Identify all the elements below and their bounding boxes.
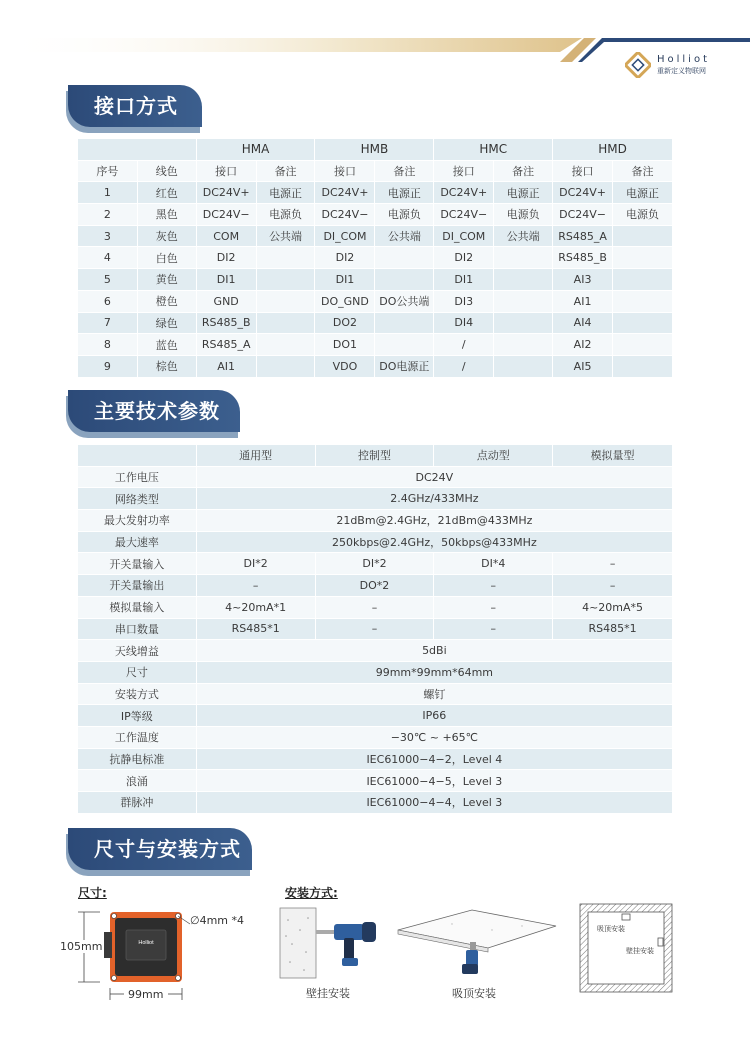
interface-cell (375, 312, 434, 334)
interface-cell: GND (196, 290, 256, 312)
ceiling-mount-caption: 吸顶安装 (452, 987, 496, 1000)
interface-cell (494, 290, 553, 312)
interface-table-row (78, 334, 673, 356)
interface-cell: RS485_A (196, 334, 256, 356)
diagram-ceiling-label: 吸顶安装 (597, 925, 625, 933)
interface-column-header-row (78, 160, 673, 182)
spec-table-row (78, 553, 673, 575)
interface-cell: 7 (78, 312, 138, 334)
spec-value: IEC61000−4−5，Level 3 (196, 770, 672, 792)
interface-cell: DC24V+ (315, 182, 375, 204)
interface-cell: RS485_B (196, 312, 256, 334)
interface-cell (256, 269, 315, 291)
brand-name: Holliot (656, 54, 710, 65)
ceiling-mount-illustration (392, 908, 562, 980)
interface-cell: DI4 (434, 312, 494, 334)
interface-cell: DO1 (315, 334, 375, 356)
spec-table-row (78, 770, 673, 792)
interface-column-header: 备注 (613, 160, 673, 182)
interface-table-row (78, 290, 673, 312)
spec-table (77, 444, 673, 814)
interface-cell (613, 355, 673, 377)
spec-table-row (78, 705, 673, 727)
interface-cell: RS485_A (553, 225, 613, 247)
spec-row-label: 最大发射功率 (78, 510, 197, 532)
interface-cell: 橙色 (137, 290, 196, 312)
interface-cell (256, 355, 315, 377)
interface-cell: DC24V− (196, 204, 256, 226)
interface-cell: COM (196, 225, 256, 247)
spec-value: – (553, 575, 673, 597)
interface-cell: 1 (78, 182, 138, 204)
interface-cell: DI2 (196, 247, 256, 269)
interface-cell: DI1 (196, 269, 256, 291)
spec-table-row (78, 683, 673, 705)
spec-value: RS485*1 (196, 618, 315, 640)
interface-column-header: 备注 (494, 160, 553, 182)
interface-cell: AI5 (553, 355, 613, 377)
interface-cell: 蓝色 (137, 334, 196, 356)
interface-cell: DO公共端 (375, 290, 434, 312)
interface-table-row (78, 355, 673, 377)
interface-cell (494, 269, 553, 291)
spec-table-row (78, 726, 673, 748)
spec-value: IEC61000−4−4，Level 3 (196, 792, 672, 814)
interface-cell: DC24V− (434, 204, 494, 226)
brand-tagline: 重新定义物联网 (656, 67, 706, 75)
spec-value: 4~20mA*5 (553, 596, 673, 618)
interface-cell: 电源正 (256, 182, 315, 204)
interface-cell: DI_COM (315, 225, 375, 247)
interface-cell: DC24V− (553, 204, 613, 226)
spec-column-header (78, 445, 197, 467)
interface-group-header-row (78, 139, 673, 161)
install-method-label: 安装方式: (285, 886, 338, 900)
spec-column-header: 通用型 (196, 445, 315, 467)
interface-cell: AI4 (553, 312, 613, 334)
interface-cell: 电源负 (375, 204, 434, 226)
brand-logo (625, 52, 710, 78)
spec-value: DI*2 (315, 553, 434, 575)
interface-cell: AI1 (196, 355, 256, 377)
interface-cell: 黄色 (137, 269, 196, 291)
spec-value: 21dBm@2.4GHz，21dBm@433MHz (196, 510, 672, 532)
interface-cell: DC24V+ (196, 182, 256, 204)
interface-cell (256, 290, 315, 312)
spec-value: – (434, 596, 553, 618)
spec-row-label: 工作电压 (78, 466, 197, 488)
spec-row-label: 串口数量 (78, 618, 197, 640)
spec-row-label: 浪涌 (78, 770, 197, 792)
interface-cell: 6 (78, 290, 138, 312)
interface-table-row (78, 247, 673, 269)
interface-column-header: 接口 (553, 160, 613, 182)
size-label: 尺寸: (78, 886, 107, 900)
spec-table-row (78, 661, 673, 683)
interface-cell: 3 (78, 225, 138, 247)
section-heading-specs: 主要技术参数 (66, 390, 238, 432)
spec-column-header: 模拟量型 (553, 445, 673, 467)
spec-value: DC24V (196, 466, 672, 488)
interface-cell (494, 247, 553, 269)
spec-header-row (78, 445, 673, 467)
interface-group-hma: HMA (196, 139, 315, 161)
interface-cell: 8 (78, 334, 138, 356)
hole-dimension: ∅4mm *4 (190, 914, 245, 927)
interface-column-header: 序号 (78, 160, 138, 182)
interface-cell (494, 312, 553, 334)
interface-column-header: 备注 (256, 160, 315, 182)
interface-cell: / (434, 334, 494, 356)
spec-value: – (434, 618, 553, 640)
interface-column-header: 接口 (434, 160, 494, 182)
spec-table-row (78, 510, 673, 532)
spec-table-row (78, 488, 673, 510)
interface-cell (613, 225, 673, 247)
spec-table-row (78, 792, 673, 814)
interface-table-row (78, 182, 673, 204)
interface-cell: 电源负 (494, 204, 553, 226)
interface-table-row (78, 269, 673, 291)
interface-cell (375, 269, 434, 291)
spec-table-row (78, 575, 673, 597)
spec-value: 螺钉 (196, 683, 672, 705)
wall-mount-illustration (278, 900, 388, 980)
spec-row-label: 天线增益 (78, 640, 197, 662)
spec-value: 2.4GHz/433MHz (196, 488, 672, 510)
spec-row-label: 抗静电标准 (78, 748, 197, 770)
spec-value: DI*2 (196, 553, 315, 575)
interface-cell: AI2 (553, 334, 613, 356)
height-dimension: 105mm (60, 940, 103, 953)
interface-cell (375, 334, 434, 356)
interface-cell: DI2 (434, 247, 494, 269)
interface-table (77, 138, 673, 378)
interface-cell: DI_COM (434, 225, 494, 247)
spec-table-row (78, 618, 673, 640)
interface-cell: RS485_B (553, 247, 613, 269)
spec-value: DI*4 (434, 553, 553, 575)
interface-cell: 9 (78, 355, 138, 377)
interface-cell: 白色 (137, 247, 196, 269)
interface-cell: 2 (78, 204, 138, 226)
spec-value: DO*2 (315, 575, 434, 597)
spec-row-label: 安装方式 (78, 683, 197, 705)
interface-column-header: 接口 (196, 160, 256, 182)
interface-column-header: 接口 (315, 160, 375, 182)
spec-table-row (78, 640, 673, 662)
spec-row-label: 最大速率 (78, 531, 197, 553)
interface-column-header: 备注 (375, 160, 434, 182)
interface-cell: 4 (78, 247, 138, 269)
interface-cell: 电源负 (613, 204, 673, 226)
interface-table-row (78, 204, 673, 226)
interface-cell: DI2 (315, 247, 375, 269)
interface-cell: DI1 (434, 269, 494, 291)
interface-cell: 电源正 (494, 182, 553, 204)
spec-row-label: 群脉冲 (78, 792, 197, 814)
spec-value: 250kbps@2.4GHz，50kbps@433MHz (196, 531, 672, 553)
spec-table-row (78, 531, 673, 553)
interface-cell (613, 334, 673, 356)
interface-cell: 棕色 (137, 355, 196, 377)
spec-value: – (315, 618, 434, 640)
spec-table-row (78, 596, 673, 618)
interface-cell: 公共端 (375, 225, 434, 247)
interface-cell: VDO (315, 355, 375, 377)
interface-cell (613, 290, 673, 312)
spec-row-label: 模拟量输入 (78, 596, 197, 618)
spec-value: 4~20mA*1 (196, 596, 315, 618)
spec-value: – (434, 575, 553, 597)
spec-value: RS485*1 (553, 618, 673, 640)
interface-cell (613, 312, 673, 334)
interface-cell: 灰色 (137, 225, 196, 247)
spec-value: – (196, 575, 315, 597)
wall-mount-caption: 壁挂安装 (306, 987, 350, 1000)
spec-row-label: 开关量输入 (78, 553, 197, 575)
interface-group-hmd: HMD (553, 139, 673, 161)
interface-cell: DI3 (434, 290, 494, 312)
spec-row-label: 工作温度 (78, 726, 197, 748)
interface-cell: 电源负 (256, 204, 315, 226)
spec-row-label: 网络类型 (78, 488, 197, 510)
device-brand-text: Holliot (138, 940, 154, 946)
spec-value: IP66 (196, 705, 672, 727)
diagram-wall-label: 壁挂安装 (626, 947, 654, 955)
spec-value: – (553, 553, 673, 575)
spec-value: – (315, 596, 434, 618)
interface-cell (256, 334, 315, 356)
spec-column-header: 点动型 (434, 445, 553, 467)
spec-table-row (78, 466, 673, 488)
interface-cell (256, 247, 315, 269)
spec-value: IEC61000−4−2，Level 4 (196, 748, 672, 770)
spec-value: −30℃ ~ +65℃ (196, 726, 672, 748)
interface-cell: 红色 (137, 182, 196, 204)
interface-group-hmc: HMC (434, 139, 553, 161)
interface-cell: 公共端 (256, 225, 315, 247)
interface-cell: DC24V+ (434, 182, 494, 204)
interface-cell (494, 334, 553, 356)
spec-value: 99mm*99mm*64mm (196, 661, 672, 683)
interface-cell (256, 312, 315, 334)
interface-cell: 绿色 (137, 312, 196, 334)
interface-cell (613, 269, 673, 291)
interface-cell: DC24V+ (553, 182, 613, 204)
section-heading-install: 尺寸与安装方式 (66, 828, 250, 870)
interface-cell: 电源正 (613, 182, 673, 204)
interface-cell (494, 355, 553, 377)
interface-cell: DO2 (315, 312, 375, 334)
interface-table-row (78, 312, 673, 334)
spec-row-label: 尺寸 (78, 661, 197, 683)
interface-cell: / (434, 355, 494, 377)
interface-column-header: 线色 (137, 160, 196, 182)
spec-column-header: 控制型 (315, 445, 434, 467)
section-heading-interface: 接口方式 (66, 85, 200, 127)
interface-cell: AI3 (553, 269, 613, 291)
interface-cell: DC24V− (315, 204, 375, 226)
spec-row-label: 开关量输出 (78, 575, 197, 597)
spec-value: 5dBi (196, 640, 672, 662)
interface-cell: 黑色 (137, 204, 196, 226)
interface-cell: 5 (78, 269, 138, 291)
width-dimension: 99mm (128, 988, 164, 1001)
interface-cell: DO电源正 (375, 355, 434, 377)
interface-cell: DI1 (315, 269, 375, 291)
interface-cell: 公共端 (494, 225, 553, 247)
interface-cell: AI1 (553, 290, 613, 312)
interface-table-row (78, 225, 673, 247)
spec-row-label: IP等级 (78, 705, 197, 727)
interface-group-hmb: HMB (315, 139, 434, 161)
interface-cell: 电源正 (375, 182, 434, 204)
interface-cell: DO_GND (315, 290, 375, 312)
interface-cell (375, 247, 434, 269)
spec-table-row (78, 748, 673, 770)
interface-cell (613, 247, 673, 269)
holliot-logo-icon (625, 52, 651, 78)
